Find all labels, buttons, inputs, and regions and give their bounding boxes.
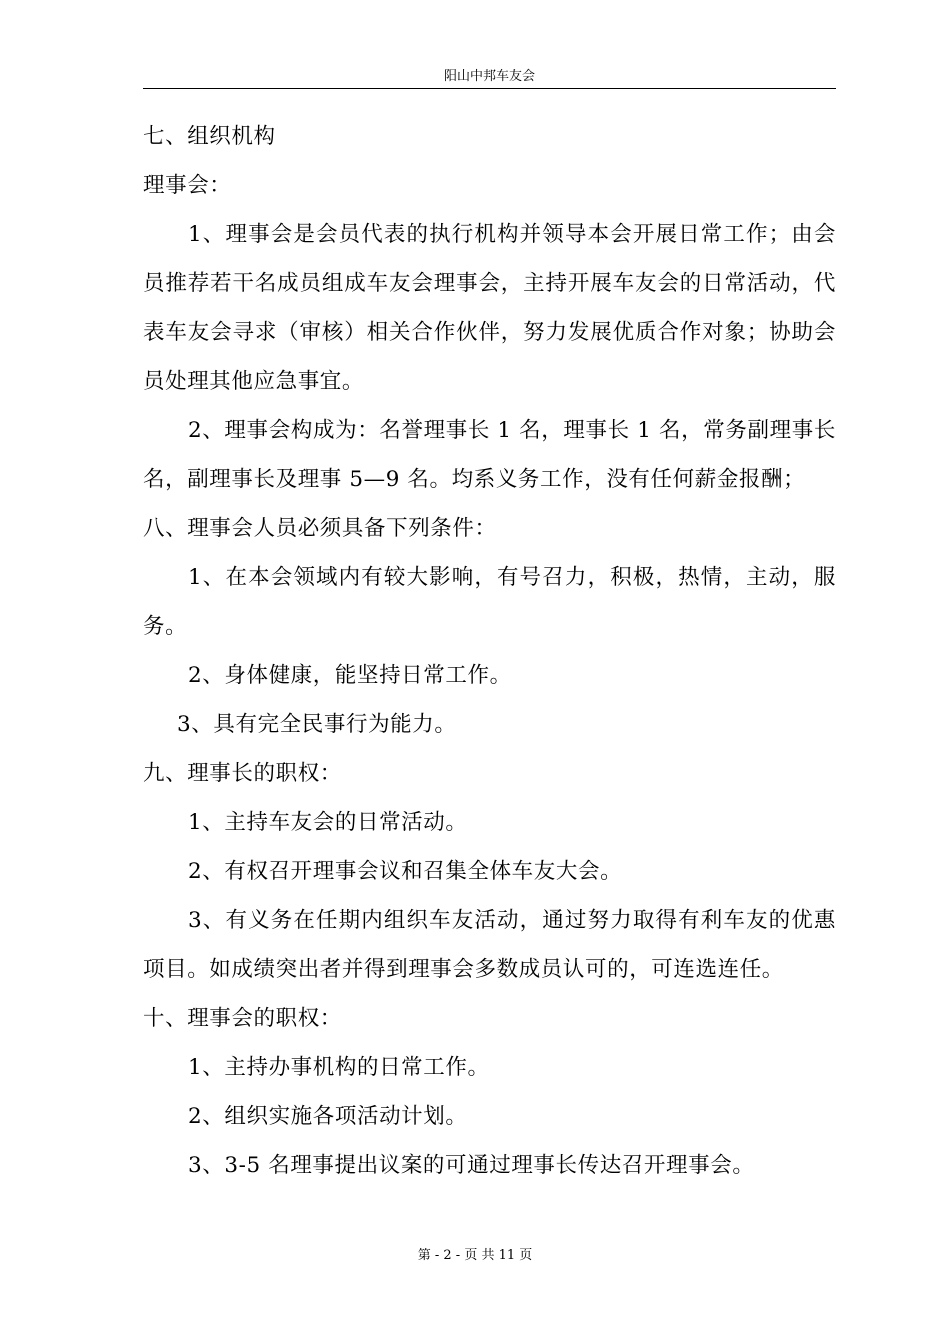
paragraph-line: 3、具有完全民事行为能力。 bbox=[177, 712, 457, 737]
paragraph-line: 务。 bbox=[143, 614, 188, 639]
section-heading-9: 九、理事长的职权： bbox=[143, 761, 342, 786]
paragraph-line: 2、组织实施各项活动计划。 bbox=[188, 1104, 468, 1129]
paragraph-line: 员处理其他应急事宜。 bbox=[143, 369, 365, 394]
document-body bbox=[143, 112, 836, 1190]
paragraph-line: 员推荐若干名成员组成车友会理事会，主持开展车友会的日常活动，代 bbox=[143, 271, 836, 296]
paragraph-line: 表车友会寻求（审核）相关合作伙伴，努力发展优质合作对象；协助会 bbox=[143, 320, 836, 345]
paragraph-line: 名，副理事长及理事 5—9 名。均系义务工作，没有任何薪金报酬； bbox=[143, 467, 806, 492]
paragraph-line: 2、身体健康，能坚持日常工作。 bbox=[188, 663, 512, 688]
paragraph-line: 项目。如成绩突出者并得到理事会多数成员认可的，可连选连任。 bbox=[143, 957, 784, 982]
paragraph-line: 2、有权召开理事会议和召集全体车友大会。 bbox=[188, 859, 623, 884]
paragraph-line: 3、3-5 名理事提出议案的可通过理事长传达召开理事会。 bbox=[188, 1153, 755, 1178]
paragraph-line: 1、主持办事机构的日常工作。 bbox=[188, 1055, 490, 1080]
paragraph-line: 2、理事会构成为：名誉理事长 1 名，理事长 1 名，常务副理事长 bbox=[188, 418, 836, 443]
paragraph-line: 3、有义务在任期内组织车友活动，通过努力取得有利车友的优惠 bbox=[188, 908, 836, 933]
paragraph-line: 1、在本会领域内有较大影响，有号召力，积极，热情，主动，服 bbox=[188, 565, 836, 590]
page-header: 阳山中邦车友会 bbox=[443, 69, 535, 84]
subheading-council: 理事会： bbox=[143, 173, 232, 198]
page-footer: 第 - 2 - 页 共 11 页 bbox=[417, 1248, 533, 1263]
header-rule bbox=[143, 88, 836, 89]
section-heading-8: 八、理事会人员必须具备下列条件： bbox=[143, 516, 497, 541]
section-heading-7: 七、组织机构 bbox=[143, 124, 276, 149]
paragraph-line: 1、主持车友会的日常活动。 bbox=[188, 810, 468, 835]
section-heading-10: 十、理事会的职权： bbox=[143, 1006, 342, 1031]
paragraph-line: 1、理事会是会员代表的执行机构并领导本会开展日常工作；由会 bbox=[188, 222, 836, 247]
